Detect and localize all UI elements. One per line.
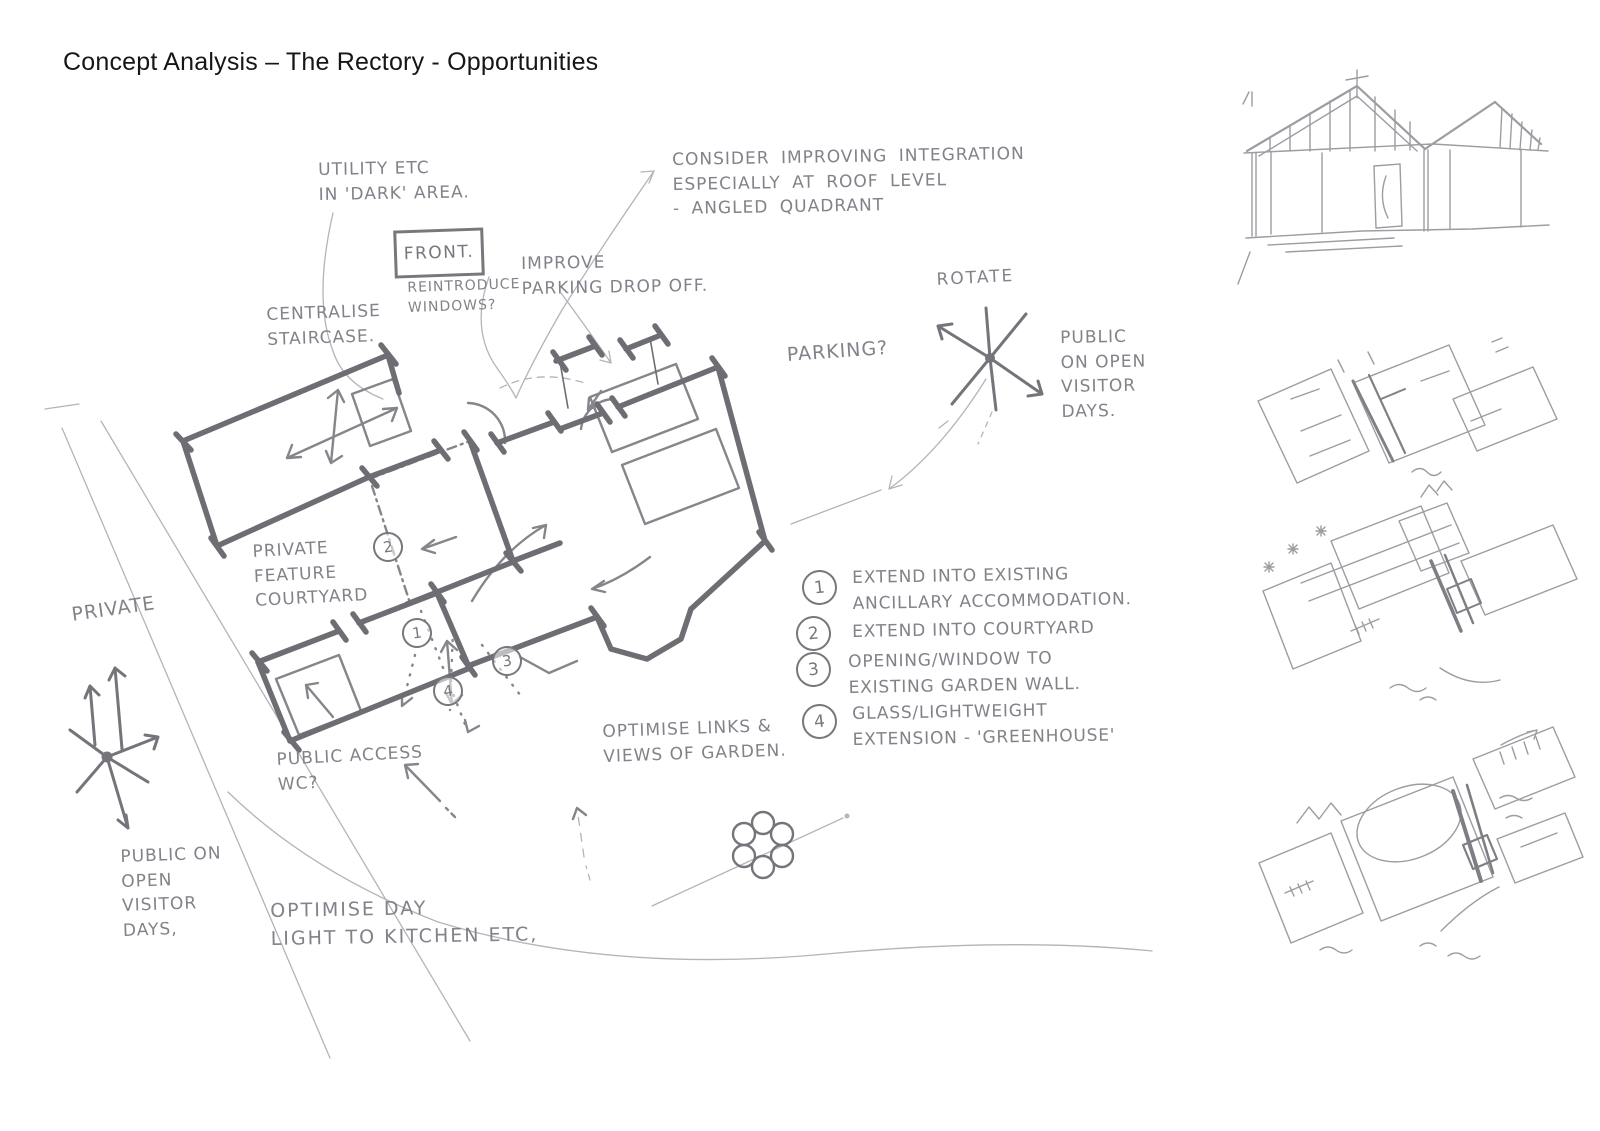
plan-sketch-thumbnail-2	[1263, 481, 1577, 700]
annotation-public-open-days-bottom: PUBLIC ON OPEN VISITOR DAYS,	[120, 843, 222, 941]
annotation-parking-question: PARKING?	[786, 336, 889, 366]
elevation-sketch-thumbnail	[1238, 70, 1549, 284]
note-text-1: EXTEND INTO EXISTING ANCILLARY ACCOMMODATION.	[852, 564, 1132, 614]
annotation-optimise-daylight: OPTIMISE DAY LIGHT TO KITCHEN ETC,	[270, 897, 539, 950]
annotation-public-access-wc: PUBLIC ACCESS WC?	[276, 742, 424, 795]
annotation-consider-integration: CONSIDER IMPROVING INTEGRATION ESPECIALLY AT ROOF LEVEL - ANGLED QUADRANT	[672, 143, 1025, 220]
annotation-optimise-garden-links: OPTIMISE LINKS & VIEWS OF GARDEN.	[602, 716, 788, 767]
plan-sketch-thumbnail-3	[1259, 727, 1583, 959]
front-label-box: FRONT.	[393, 227, 485, 278]
plan-sketch-thumbnail-1	[1258, 338, 1557, 483]
private-star-doodle	[70, 668, 158, 828]
note-text-4: GLASS/LIGHTWEIGHT EXTENSION - 'GREENHOUSE'	[852, 700, 1116, 750]
annotation-private-feature-courtyard: PRIVATE FEATURE COURTYARD	[252, 538, 369, 612]
annotation-reintroduce-windows: REINTRODUCE WINDOWS?	[407, 276, 521, 317]
main-plan-walls	[176, 326, 772, 750]
note-text-2: EXTEND INTO COURTYARD	[852, 617, 1095, 642]
staircase-outline	[352, 379, 411, 446]
plan-marker-2: 2	[371, 530, 405, 564]
rotate-star-doodle	[938, 308, 1042, 410]
plan-marker-4: 4	[431, 674, 465, 708]
note-circle-3: 3	[794, 650, 832, 688]
page-title: Concept Analysis – The Rectory - Opportunities	[63, 48, 599, 76]
annotation-rotate: ROTATE	[936, 265, 1015, 290]
note-circle-1: 1	[800, 568, 838, 606]
annotation-improve-parking: IMPROVE PARKING DROP OFF.	[521, 252, 709, 299]
plan-marker-1: 1	[400, 616, 434, 650]
annotation-utility-dark-area: UTILITY ETC IN 'DARK' AREA.	[318, 158, 470, 205]
note-circle-2: 2	[794, 614, 832, 652]
note-circle-4: 4	[800, 702, 838, 740]
note-text-3: OPENING/WINDOW TO EXISTING GARDEN WALL.	[848, 648, 1081, 698]
annotation-public-open-days-top: PUBLIC ON OPEN VISITOR DAYS.	[1060, 326, 1147, 422]
plan-marker-3: 3	[490, 644, 524, 678]
flower-doodle	[733, 812, 793, 878]
annotation-centralise-staircase: CENTRALISE STAIRCASE.	[266, 301, 382, 350]
annotation-private: PRIVATE	[70, 592, 157, 626]
